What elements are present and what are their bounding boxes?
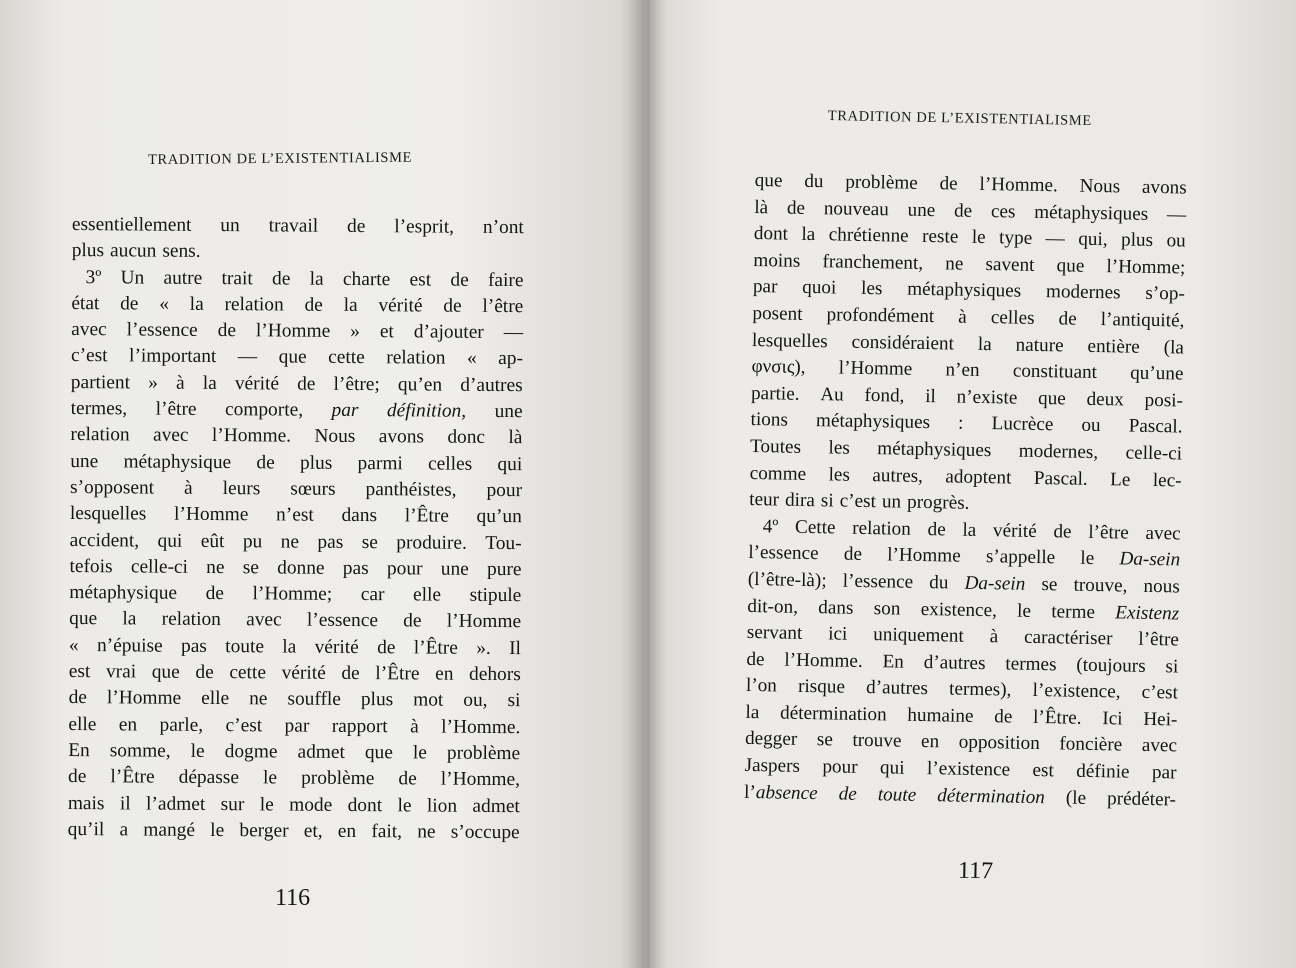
text-line: accident, qui eût pu ne pas se produire. Tou- <box>69 529 522 554</box>
text-line: comme les autres, adoptent Pascal. Le lec- <box>749 462 1182 492</box>
text-line: qu’il a mangé le berger et, en fait, ne s’occupe <box>67 818 520 843</box>
text-line: état de « la relation de la vérité de l’être <box>71 292 524 318</box>
running-head-left: TRADITION DE L’EXISTENTIALISME <box>148 149 413 168</box>
text-line: « n’épuise pas toute la vérité de l’Être ». Il <box>68 634 522 659</box>
text-line: relation avec l’Homme. Nous avons donc là <box>70 424 523 449</box>
left-page-text <box>68 212 524 846</box>
text-line: termes, l’être comporte, par définition, une <box>70 398 523 423</box>
text-line: moins franchement, ne savent que l’Homme; <box>753 249 1186 279</box>
text-line: la détermination humaine de l’Être. Ici Hei- <box>745 701 1178 731</box>
text-line: teur dira si c’est un progrès. <box>749 489 970 514</box>
text-line: lesquelles l’Homme n’est dans l’Être qu’un <box>69 503 522 528</box>
text-line: l’essence de l’Homme s’appelle le Da-sein <box>748 542 1181 571</box>
text-line: c’est l’important — que cette relation « ap- <box>70 345 524 370</box>
text-line: par quoi les métaphysiques modernes s’op- <box>752 276 1185 305</box>
text-line: φνσις), l’Homme n’en constituant qu’une <box>751 356 1184 385</box>
text-line: plus aucun sens. <box>71 240 201 263</box>
text-line: elle en parle, c’est par rapport à l’Homme. <box>68 713 521 738</box>
text-line: l’on risque d’autres termes), l’existence, c’est <box>745 675 1179 704</box>
text-line: partient » à la vérité de l’être; qu’en d’autres <box>70 371 523 396</box>
text-line: l’absence de toute détermination (le prédéter- <box>743 781 1177 811</box>
text-line: 3º Un autre trait de la charte est de faire <box>85 266 524 291</box>
text-line: tefois celle-ci ne se donne pas pour une pure <box>69 555 522 581</box>
left-page <box>0 0 645 968</box>
text-line: là de nouveau une de ces métaphysiques — <box>754 196 1187 226</box>
text-line: de l’Homme. En d’autres termes (toujours si <box>746 648 1179 678</box>
text-line: Toutes les métaphysiques modernes, celle-ci <box>749 435 1183 465</box>
text-line: que la relation avec l’essence de l’Homme <box>69 608 522 633</box>
text-line: métaphysique de l’Homme; car elle stipule <box>69 582 522 607</box>
page-number-right: 117 <box>957 857 994 885</box>
right-page-text <box>744 168 1187 814</box>
text-line: degger se trouve en opposition foncière avec <box>744 728 1178 757</box>
text-line: une métaphysique de plus parmi celles qui <box>70 450 523 475</box>
text-line: dont la chrétienne reste le type — qui, plus ou <box>753 223 1186 252</box>
text-line: lesquelles considéraient la nature entière (la <box>751 329 1185 359</box>
text-line: (l’être-là); l’essence du Da-sein se trouve, nous <box>747 568 1180 598</box>
text-line: En somme, le dogme admet que le problème <box>68 739 521 765</box>
text-line: mais il l’admet sur le mode dont le lion admet <box>67 792 520 817</box>
text-line: de l’Être dépasse le problème de l’Homme, <box>67 766 521 791</box>
text-line: est vrai que de cette vérité de l’Être en dehors <box>68 661 521 686</box>
text-line: avec l’essence de l’Homme » et d’ajouter — <box>71 319 524 344</box>
text-line: de l’Homme elle ne souffle plus mot ou, si <box>68 687 521 712</box>
text-line: Jaspers pour qui l’existence est définie par <box>744 754 1177 784</box>
text-line: que du problème de l’Homme. Nous avons <box>754 169 1187 199</box>
text-line: posent profondément à celles de l’antiquité, <box>752 302 1185 332</box>
page-number-left: 116 <box>275 885 311 911</box>
text-line: s’opposent à leurs sœurs panthéistes, pour <box>70 476 523 502</box>
running-head-right: TRADITION DE L’EXISTENTIALISME <box>827 108 1092 130</box>
text-line: servant ici uniquement à caractériser l’être <box>746 622 1180 651</box>
text-line: essentiellement un travail de l’esprit, n’ont <box>71 213 524 239</box>
text-line: tions métaphysiques : Lucrèce ou Pascal. <box>750 409 1183 438</box>
text-line: dit-on, dans son existence, le terme Existenz <box>747 595 1180 624</box>
text-line: 4º Cette relation de la vérité de l’être avec <box>762 515 1181 545</box>
text-line: partie. Au fond, il n’existe que deux posi- <box>750 382 1184 412</box>
